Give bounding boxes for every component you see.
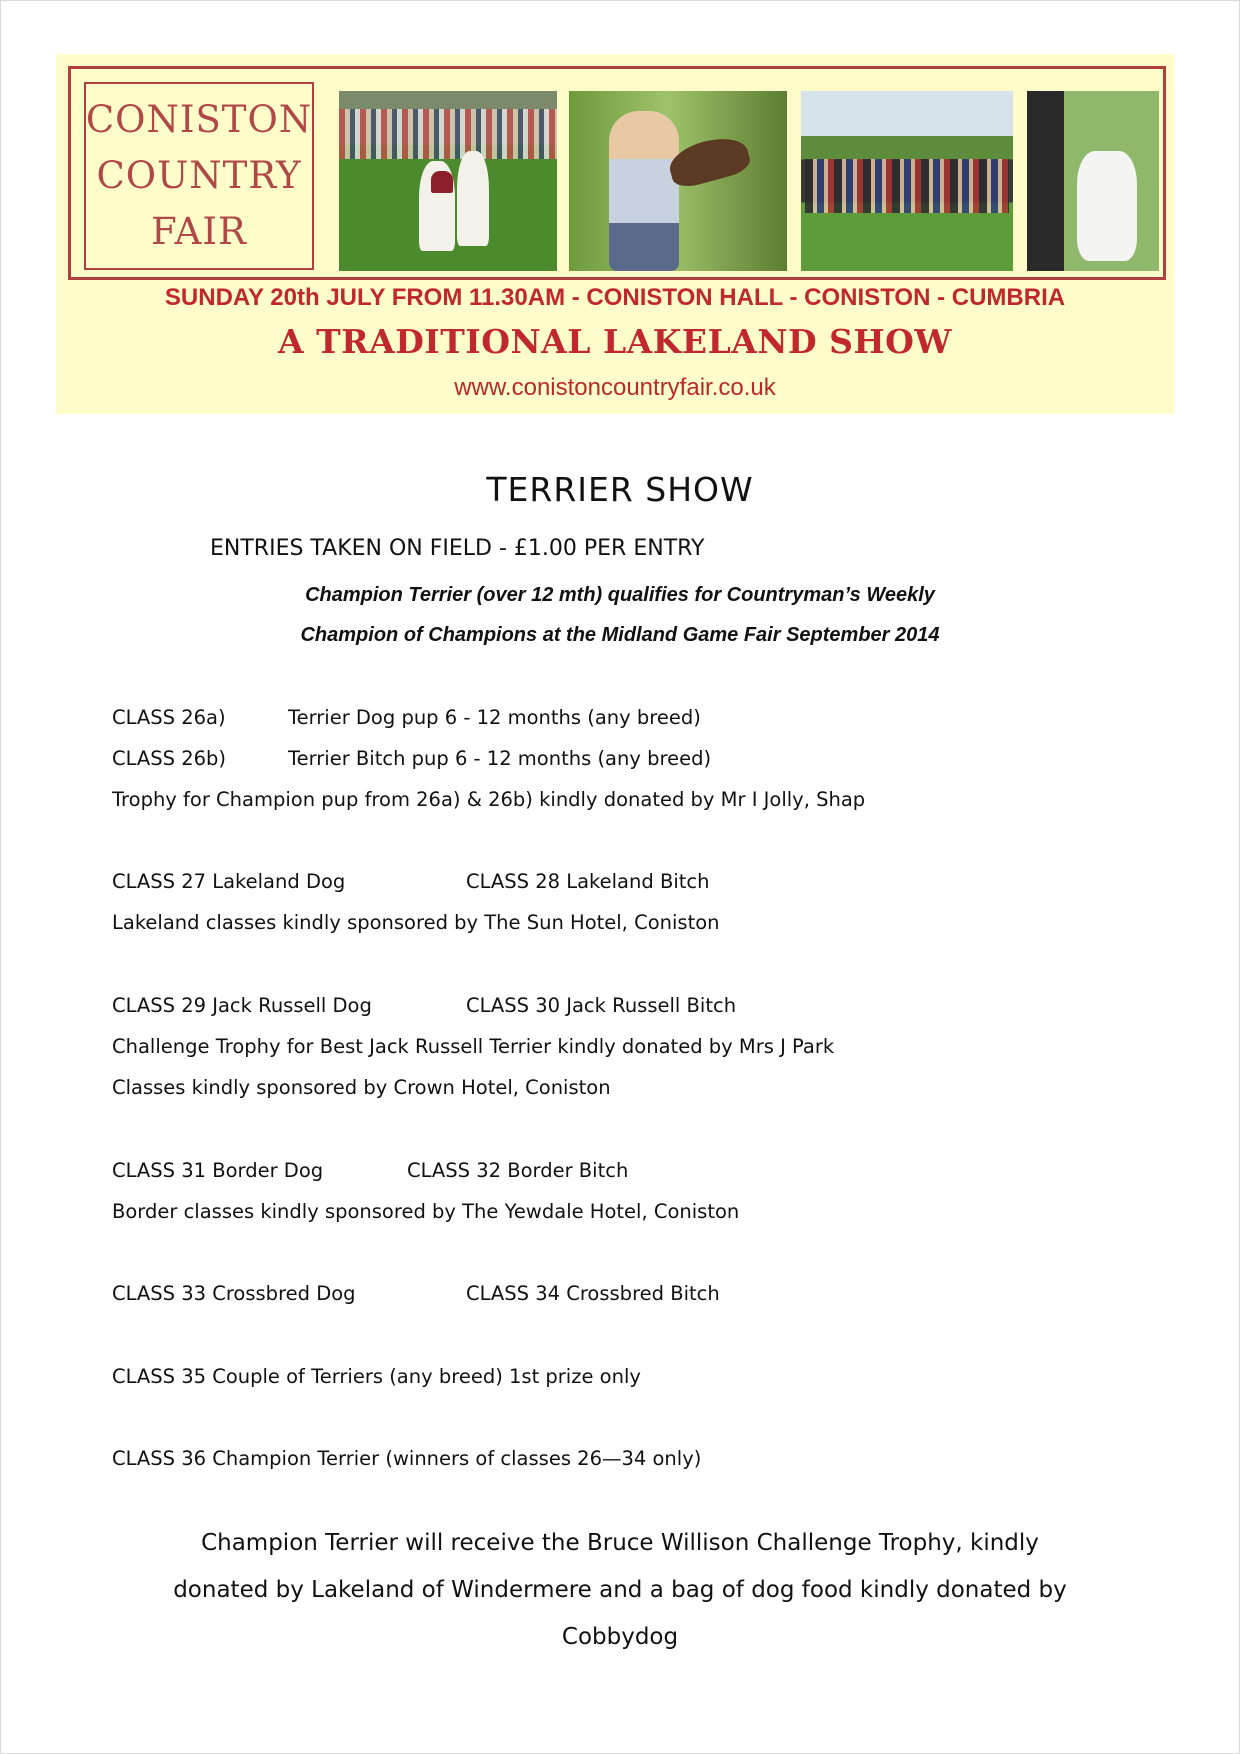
entries-info: ENTRIES TAKEN ON FIELD - £1.00 PER ENTRY	[210, 536, 705, 561]
class-26b-name: Terrier Bitch pup 6 - 12 months (any breed)	[288, 747, 712, 770]
fair-logo	[84, 82, 314, 270]
jack-russell-trophy-note: Challenge Trophy for Best Jack Russell Terrier kindly donated by Mrs J Park	[112, 1035, 835, 1058]
class-32: CLASS 32 Border Bitch	[407, 1159, 629, 1182]
dog-show-photo	[1027, 91, 1159, 271]
banner-frame	[68, 66, 1166, 280]
falconry-photo	[569, 91, 787, 271]
prize-line-2: donated by Lakeland of Windermere and a bag of dog food kindly donated by	[173, 1577, 1067, 1603]
logo-line-1: CONISTON	[85, 98, 313, 141]
class-34: CLASS 34 Crossbred Bitch	[466, 1282, 720, 1305]
class-26b-code: CLASS 26b)	[112, 747, 227, 770]
class-27: CLASS 27 Lakeland Dog	[112, 870, 346, 893]
class-31: CLASS 31 Border Dog	[112, 1159, 324, 1182]
qualifier-line-2: Champion of Champions at the Midland Game Fair September 2014	[300, 624, 940, 646]
border-sponsor-note: Border classes kindly sponsored by The Yewdale Hotel, Coniston	[112, 1200, 740, 1223]
prize-line-3: Cobbydog	[561, 1624, 679, 1650]
class-26a-name: Terrier Dog pup 6 - 12 months (any breed)	[288, 706, 701, 729]
logo-line-2: COUNTRY	[96, 154, 302, 197]
event-date-line: SUNDAY 20th JULY FROM 11.30AM - CONISTON HALL - CONISTON - CUMBRIA	[164, 284, 1066, 311]
pup-trophy-note: Trophy for Champion pup from 26a) & 26b) kindly donated by Mr I Jolly, Shap	[112, 788, 866, 811]
event-headline: A TRADITIONAL LAKELAND SHOW	[278, 322, 952, 361]
class-35: CLASS 35 Couple of Terriers (any breed) 1st prize only	[112, 1365, 641, 1388]
qualifier-line-1: Champion Terrier (over 12 mth) qualifies for Countryman’s Weekly	[305, 584, 935, 606]
prize-line-1: Champion Terrier will receive the Bruce Willison Challenge Trophy, kindly	[201, 1530, 1039, 1556]
champion-prize-note	[0, 1520, 1240, 1661]
header-banner	[56, 54, 1174, 414]
lakeland-sponsor-note: Lakeland classes kindly sponsored by The Sun Hotel, Coniston	[112, 911, 720, 934]
fell-race-photo	[801, 91, 1013, 271]
page-title: TERRIER SHOW	[486, 470, 754, 509]
class-33: CLASS 33 Crossbred Dog	[112, 1282, 356, 1305]
website-link[interactable]: www.conistoncountryfair.co.uk	[454, 374, 776, 401]
class-30: CLASS 30 Jack Russell Bitch	[466, 994, 737, 1017]
class-36: CLASS 36 Champion Terrier (winners of classes 26—34 only)	[112, 1447, 702, 1470]
class-26a-code: CLASS 26a)	[112, 706, 226, 729]
jack-russell-sponsor-note: Classes kindly sponsored by Crown Hotel, Coniston	[112, 1076, 611, 1099]
class-29: CLASS 29 Jack Russell Dog	[112, 994, 372, 1017]
class-28: CLASS 28 Lakeland Bitch	[466, 870, 710, 893]
logo-line-3: FAIR	[151, 210, 247, 253]
wrestling-photo	[339, 91, 557, 271]
